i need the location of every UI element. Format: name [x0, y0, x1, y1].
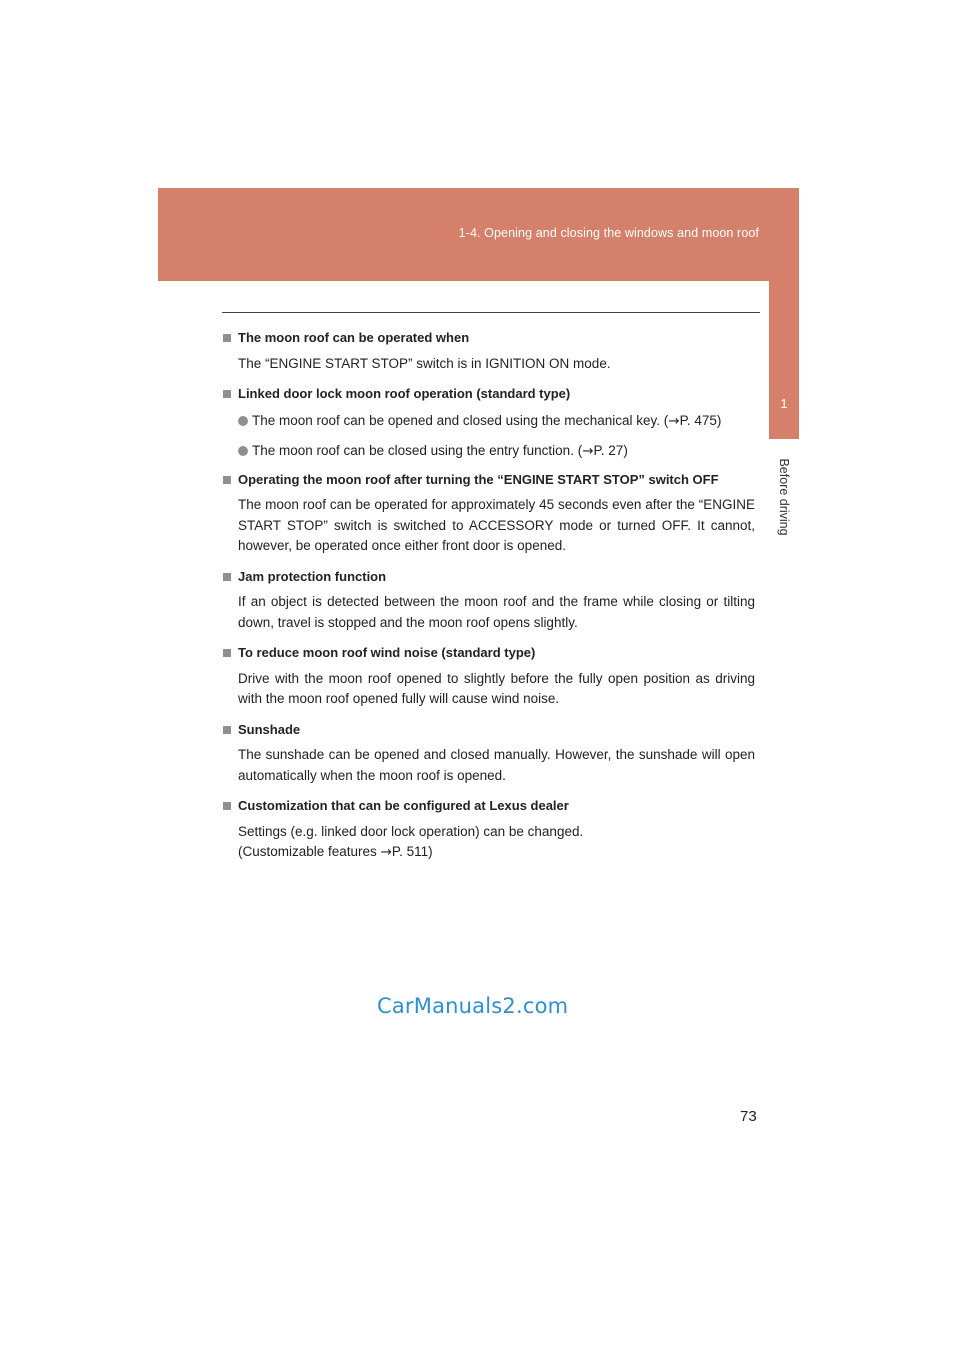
square-bullet-icon: [223, 802, 231, 810]
circle-bullet-icon: [238, 446, 248, 456]
section-body: The sunshade can be opened and closed manually. However, the sunshade will open automatically when the moon roof is opened.: [238, 747, 755, 783]
arrow-right-icon: →: [668, 412, 680, 429]
list-item: The moon roof can be closed using the entry function. (→P. 27): [238, 441, 755, 462]
section-body: The moon roof can be operated for approximately 45 seconds even after the “ENGINE START STOP” switch is switched to ACCESSORY mode or turned OFF. It cannot, however, be operated once either front door is opened.: [238, 497, 755, 553]
list-item: The moon roof can be opened and closed using the mechanical key. (→P. 475): [238, 411, 755, 432]
chapter-label: Before driving: [777, 458, 791, 536]
square-bullet-icon: [223, 726, 231, 734]
section-wind-noise: [222, 643, 755, 710]
section-sunshade: [222, 720, 755, 787]
square-bullet-icon: [223, 573, 231, 581]
square-bullet-icon: [223, 390, 231, 398]
section-heading: Sunshade: [222, 720, 755, 741]
arrow-right-icon: →: [380, 844, 392, 860]
chapter-number: 1: [780, 396, 788, 411]
square-bullet-icon: [223, 334, 231, 342]
section-operation-condition: [222, 328, 755, 374]
section-body: The “ENGINE START STOP” switch is in IGNITION ON mode.: [238, 355, 611, 371]
watermark: CarManuals2.com: [377, 994, 569, 1018]
top-rule: [222, 312, 760, 313]
section-body: If an object is detected between the moon roof and the frame while closing or tilting down, travel is stopped and the moon roof opens slightly.: [238, 594, 755, 630]
section-title: 1-4. Opening and closing the windows and moon roof: [458, 226, 759, 240]
page-number: 73: [740, 1108, 757, 1125]
section-heading: To reduce moon roof wind noise (standard type): [222, 643, 755, 664]
arrow-right-icon: →: [582, 443, 594, 459]
section-heading: The moon roof can be operated when: [222, 328, 755, 349]
square-bullet-icon: [223, 649, 231, 657]
page-reference: P. 511: [391, 844, 429, 859]
section-body: Drive with the moon roof opened to slightly before the fully open position as driving with the moon roof opened fully will cause wind noise.: [238, 670, 755, 706]
square-bullet-icon: [223, 476, 231, 484]
section-heading: Jam protection function: [222, 567, 755, 588]
section-body: Settings (e.g. linked door lock operation) can be changed. (Customizable features →P. 511): [238, 823, 584, 860]
section-after-switch-off: [222, 470, 755, 557]
chapter-label-wrap: [770, 452, 798, 542]
page-reference: P. 27: [593, 443, 624, 458]
section-customization: [222, 796, 755, 863]
chapter-tab: [769, 188, 799, 439]
page-reference: P. 475: [679, 412, 717, 428]
circle-bullet-icon: [238, 416, 248, 426]
page-content: [222, 328, 755, 873]
section-heading: Customization that can be configured at Lexus dealer: [222, 796, 755, 817]
section-heading: Linked door lock moon roof operation (standard type): [222, 384, 755, 405]
section-heading: Operating the moon roof after turning the “ENGINE START STOP” switch OFF: [222, 470, 755, 491]
section-jam-protection: [222, 567, 755, 634]
section-linked-door-lock: [222, 384, 755, 462]
header-band: [158, 188, 799, 281]
